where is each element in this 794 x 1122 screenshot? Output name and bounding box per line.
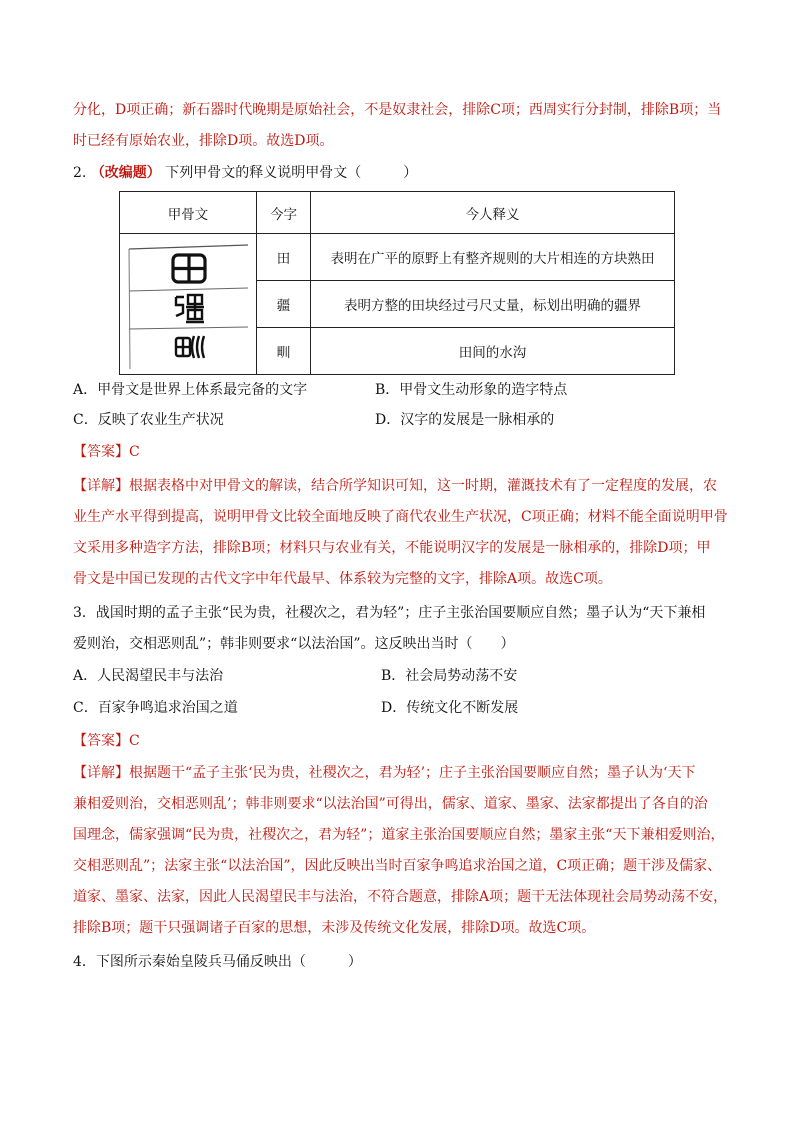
meaning-jiang: 表明方整的田块经过弓尺丈量，标划出明确的疆界: [311, 281, 675, 328]
q3-detail-line: 国理念，儒家强调“民为贵，社稷次之，君为轻”；道家主张治国要顺应自然；墨家主张“天下兼相爱则治，: [73, 827, 725, 843]
oracle-bone-inscription-image: [126, 241, 250, 373]
quan-glyph-icon: [176, 336, 204, 358]
modern-char-jiang: 疆: [257, 281, 311, 328]
q3-detail-line: 【详解】根据题干“孟子主张‘民为贵，社稷次之，君为轻’；庄子主张治国要顺应自然；墨子认为‘天下: [73, 765, 696, 781]
table-header-row: [120, 192, 675, 234]
header-modern-char: 今字: [257, 192, 311, 234]
modern-char-quan: 甽: [257, 328, 311, 375]
tian-glyph-icon: [173, 255, 205, 282]
q3-detail-line: 交相恶则乱”；法家主张“以法治国”，因此反映出当时百家争鸣追求治国之道，C项正确；题干涉及儒家、: [73, 858, 722, 874]
q3-detail-line: 排除B项；题干只强调诸子百家的思想，未涉及传统文化发展，排除D项。故选C项。: [73, 920, 596, 936]
question-2-number: 2.: [73, 165, 87, 181]
header-interpretation: 今人释义: [311, 192, 675, 234]
meaning-quan: 田间的水沟: [311, 328, 675, 375]
question-3-stem-line: 3．战国时期的孟子主张“民为贵，社稷次之，君为轻”；庄子主张治国要顺应自然；墨子认为“天下兼相: [73, 605, 706, 621]
question-3-stem-line: 爱则治，交相恶则乱”；韩非则要求“以法治国”。这反映出当时（ ）: [73, 636, 515, 652]
q2-detail-line: 骨文是中国已发现的古代文字中年代最早、体系较为完整的文字，排除A项。故选C项。: [73, 571, 612, 587]
question-4-stem: 4．下图所示秦始皇陵兵马俑反映出（ ）: [73, 954, 362, 970]
q2-option-c[interactable]: C．反映了农业生产状况: [73, 412, 224, 428]
q2-detail-line: 业生产水平得到提高，说明甲骨文比较全面地反映了商代农业生产状况，C项正确；材料不能全面说明甲骨: [73, 509, 728, 525]
q2-option-b[interactable]: B．甲骨文生动形象的造字特点: [375, 382, 568, 398]
q2-detail-line: 【详解】根据表格中对甲骨文的解读，结合所学知识可知，这一时期，灌溉技术有了一定程度的发展，农: [73, 478, 717, 494]
oracle-glyph-cell: [120, 234, 257, 375]
question-2-text: 下列甲骨文的释义说明甲骨文（ ）: [165, 165, 418, 181]
q3-detail-line: 道家、墨家、法家，因此人民渴望民丰与法治，不符合题意，排除A项；题干无法体现社会局势动荡不安，: [73, 889, 728, 905]
question-2-tag: （改编题）: [90, 165, 161, 181]
q2-option-d[interactable]: D．汉字的发展是一脉相承的: [375, 412, 555, 428]
q3-option-d[interactable]: D．传统文化不断发展: [381, 700, 519, 716]
intro-line-2: 时已经有原始农业，排除D项。故选D项。: [73, 133, 334, 149]
meaning-tian: 表明在广平的原野上有整齐规则的大片相连的方块熟田: [311, 234, 675, 281]
table-row: [120, 234, 675, 281]
header-oracle: 甲骨文: [120, 192, 257, 234]
question-2-stem: [73, 163, 723, 183]
q2-answer: 【答案】C: [73, 444, 140, 460]
q2-option-a[interactable]: A．甲骨文是世界上体系最完备的文字: [73, 382, 308, 398]
jiang-glyph-icon: [176, 295, 204, 322]
oracle-bone-table: [119, 191, 675, 375]
q3-option-b[interactable]: B．社会局势动荡不安: [381, 668, 518, 684]
q3-detail-line: 兼相爱则治，交相恶则乱’；韩非则要求“以法治国”可得出，儒家、道家、墨家、法家都提出了各自的治: [73, 796, 708, 812]
q3-option-c[interactable]: C．百家争鸣追求治国之道: [73, 700, 238, 716]
intro-line-1: 分化，D项正确；新石器时代晚期是原始社会，不是奴隶社会，排除C项；西周实行分封制，排除B项；当: [73, 102, 722, 118]
q2-detail-line: 文采用多种造字方法，排除B项；材料只与农业有关，不能说明汉字的发展是一脉相承的，排除D项；甲: [73, 540, 711, 556]
q3-option-a[interactable]: A．人民渴望民丰与法治: [73, 668, 224, 684]
q3-answer: 【答案】C: [73, 733, 140, 749]
modern-char-tian: 田: [257, 234, 311, 281]
